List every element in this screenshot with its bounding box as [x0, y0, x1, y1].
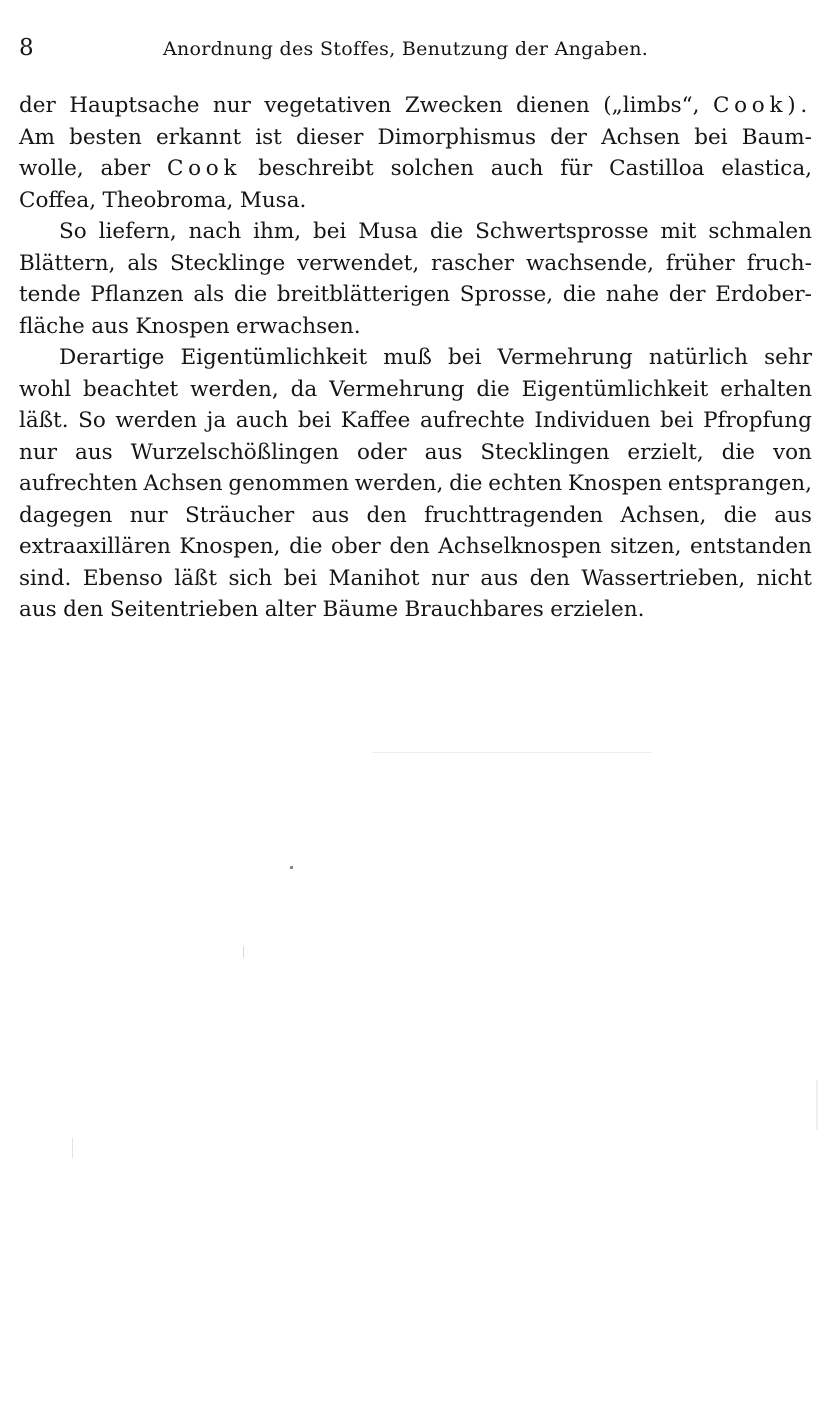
word: fruchttragenden	[424, 502, 604, 528]
word: („limbs“,	[603, 93, 700, 118]
word: den	[366, 502, 407, 528]
word: erzielen.	[550, 597, 645, 622]
word: Sprosse,	[459, 282, 554, 307]
word: breitblätterigen	[276, 282, 451, 307]
word: sind.	[19, 565, 72, 591]
word: ja	[206, 408, 227, 433]
word: natürlich	[648, 345, 748, 370]
page-number: 8	[19, 35, 34, 61]
word: Stecklinge	[169, 250, 286, 276]
word: auch	[490, 156, 544, 181]
word: Brauchbares	[404, 597, 544, 622]
word: läßt.	[19, 408, 69, 433]
word: So	[78, 408, 106, 433]
word: den	[63, 597, 104, 622]
word: die	[449, 471, 483, 496]
word: wachsende,	[525, 250, 654, 276]
word: Pfropfung	[703, 408, 812, 433]
word: die	[233, 282, 268, 307]
word: muß	[383, 345, 432, 370]
word: bei	[448, 345, 482, 370]
word: nahe	[605, 282, 660, 307]
word: Baum-	[741, 124, 812, 150]
word: Am	[19, 124, 55, 150]
word: Manihot	[328, 565, 420, 591]
word: die	[429, 219, 464, 244]
word: für	[560, 156, 593, 181]
word: aus	[91, 313, 129, 339]
word: Musa	[358, 219, 418, 244]
word: Stecklingen	[480, 439, 610, 465]
word: rascher	[431, 250, 515, 276]
word: der	[19, 93, 56, 118]
word: Achsen,	[620, 502, 707, 528]
word: Dimorphismus	[377, 124, 537, 150]
word: Sträucher	[184, 502, 295, 528]
word: erhalten	[720, 376, 812, 402]
word: nur	[129, 502, 168, 528]
word: aus	[74, 439, 113, 465]
word: Blättern,	[19, 250, 116, 276]
word: Achsen	[143, 471, 223, 496]
word: besten	[69, 124, 142, 150]
word: Vermehrung	[329, 376, 465, 402]
word: entstanden	[690, 534, 812, 559]
text-line	[19, 216, 812, 248]
word: bei	[694, 124, 728, 150]
word: ihm,	[253, 219, 302, 244]
word: solchen	[390, 156, 474, 181]
text-line	[19, 248, 812, 280]
word: bei	[312, 219, 347, 244]
word: Wurzelschößlingen	[130, 439, 340, 465]
word: früher	[665, 250, 735, 276]
scan-speck	[243, 946, 244, 958]
text-line	[19, 468, 812, 500]
word: fruch-	[746, 250, 812, 276]
text-line	[19, 437, 812, 469]
word: die	[476, 376, 510, 402]
word: vegetativen	[264, 93, 392, 118]
word: echten	[488, 471, 563, 496]
word: ist	[255, 124, 282, 150]
word: Cook	[166, 156, 242, 181]
word: beachtet	[83, 376, 179, 402]
word: der	[668, 282, 706, 307]
word: Derartige	[59, 345, 165, 370]
word: Hauptsache	[69, 93, 200, 118]
word: Knospen,	[179, 534, 281, 559]
text-line	[19, 531, 812, 563]
word: wohl	[19, 376, 72, 402]
word: nach	[188, 219, 242, 244]
word: nur	[212, 93, 251, 118]
word: aus	[774, 502, 812, 528]
word: schmalen	[708, 219, 812, 244]
word: werden,	[354, 471, 444, 496]
text-line	[19, 374, 812, 406]
word: den	[529, 565, 570, 591]
word: dagegen	[19, 502, 113, 528]
word: aus	[424, 439, 463, 465]
word: Seitentrieben	[109, 597, 259, 622]
word: nur	[19, 439, 57, 465]
word: sich	[228, 565, 273, 591]
word: der	[550, 124, 587, 150]
word: beschreibt	[258, 156, 374, 181]
word: Coffea,	[19, 187, 97, 213]
word: Cook).	[712, 93, 812, 118]
word: als	[127, 250, 159, 276]
word: nicht	[756, 565, 812, 591]
word: genommen	[228, 471, 349, 496]
word: werden	[115, 408, 198, 433]
word: die	[289, 534, 323, 559]
word: Schwertsprosse	[475, 219, 649, 244]
word: Achsen	[601, 124, 681, 150]
scan-speck	[372, 752, 652, 753]
word: alter	[264, 597, 317, 622]
word: bei	[660, 408, 694, 433]
word: Castilloa	[609, 156, 705, 181]
word: die	[562, 282, 597, 307]
word: Erdober-	[715, 282, 812, 307]
word: sehr	[764, 345, 812, 370]
word: dieser	[295, 124, 364, 150]
word: Wassertrieben,	[581, 565, 746, 591]
word: auch	[235, 408, 289, 433]
word: sitzen,	[610, 534, 682, 559]
word: Bäume	[322, 597, 399, 622]
word: Eigentümlichkeit	[180, 345, 368, 370]
word: dienen	[516, 93, 590, 118]
word: nur	[430, 565, 469, 591]
word: von	[772, 439, 812, 465]
word: aus	[480, 565, 519, 591]
text-line	[19, 279, 812, 311]
word: elastica,	[721, 156, 812, 181]
word: Achselknospen	[438, 534, 602, 559]
word: die	[723, 502, 757, 528]
word: verwendet,	[297, 250, 420, 276]
word: erwachsen.	[236, 313, 361, 339]
word: werden,	[190, 376, 279, 402]
word: mit	[660, 219, 697, 244]
word: den	[389, 534, 430, 559]
word: die	[721, 439, 755, 465]
word: liefern,	[98, 219, 177, 244]
word: tende	[19, 282, 81, 307]
word: Vermehrung	[497, 345, 633, 370]
word: bei	[297, 408, 332, 433]
word: So	[59, 219, 87, 244]
text-line	[19, 153, 812, 185]
word: aufrechten	[19, 471, 138, 496]
word: Knospen	[135, 313, 230, 339]
text-line	[19, 342, 812, 374]
word: Pflanzen	[90, 282, 184, 307]
word: läßt	[174, 565, 217, 591]
word: aus	[19, 597, 57, 622]
word: erzielt,	[627, 439, 704, 465]
scan-speck	[816, 1080, 818, 1130]
word: Knospen	[567, 471, 663, 496]
word: entsprangen,	[667, 471, 812, 496]
word: Theobroma,	[102, 187, 234, 213]
word: aufrechte	[419, 408, 525, 433]
word: aber	[100, 156, 151, 181]
word: Eigentümlichkeit	[521, 376, 709, 402]
word: bei	[283, 565, 318, 591]
word: fläche	[19, 313, 85, 339]
word: da	[290, 376, 318, 402]
text-line	[19, 405, 812, 437]
text-line	[19, 594, 812, 626]
text-line	[19, 311, 812, 343]
body-text	[19, 90, 812, 626]
word: erkannt	[155, 124, 242, 150]
scan-speck	[72, 1138, 73, 1158]
scan-speck	[290, 866, 293, 869]
word: extraaxillären	[19, 534, 171, 559]
text-line	[19, 500, 812, 532]
word: Individuen	[534, 408, 651, 433]
text-line	[19, 90, 812, 122]
word: Zwecken	[404, 93, 503, 118]
word: wolle,	[19, 156, 84, 181]
word: Kaffee	[340, 408, 411, 433]
text-line	[19, 185, 812, 217]
word: oder	[357, 439, 407, 465]
word: aus	[311, 502, 350, 528]
word: Musa.	[239, 187, 307, 213]
page-header	[19, 33, 812, 63]
word: als	[193, 282, 225, 307]
text-line	[19, 563, 812, 595]
word: ober	[331, 534, 381, 559]
text-line	[19, 122, 812, 154]
word: Ebenso	[82, 565, 163, 591]
running-head: Anordnung des Stoffes, Benutzung der Angaben.	[163, 38, 649, 60]
